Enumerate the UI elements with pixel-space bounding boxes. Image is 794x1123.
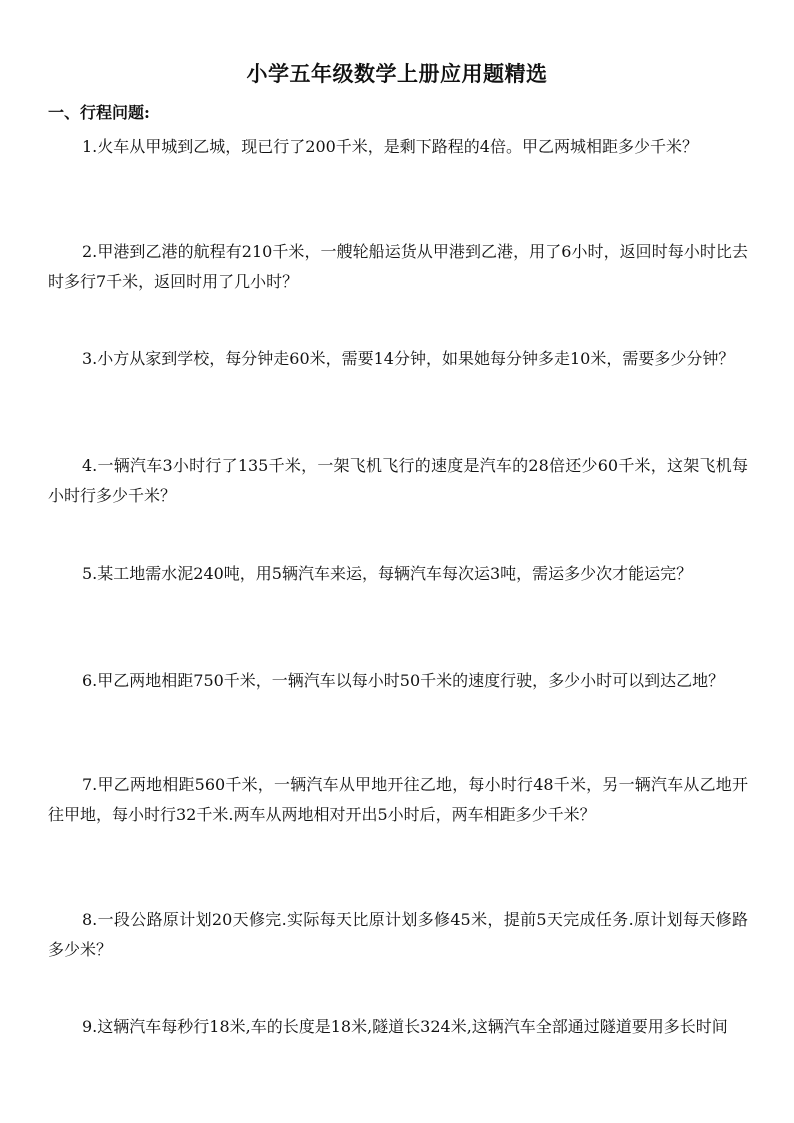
problem-4: 4.一辆汽车3小时行了135千米，一架飞机飞行的速度是汽车的28倍还少60千米，这架飞机每小时行多少千米？ (48, 456, 748, 505)
problem-6: 6.甲乙两地相距750千米，一辆汽车以每小时50千米的速度行驶，多少小时可以到达乙地？ (82, 671, 725, 690)
problem-2: 2.甲港到乙港的航程有210千米，一艘轮船运货从甲港到乙港，用了6小时，返回时每小时比去时多行7千米，返回时用了几小时？ (48, 242, 748, 291)
problem-3: 3.小方从家到学校，每分钟走60米，需要14分钟，如果她每分钟多走10米，需要多少分钟？ (82, 349, 735, 368)
problem-9: 9.这辆汽车每秒行18米,车的长度是18米,隧道长324米,这辆汽车全部通过隧道要用多长时间 (82, 1017, 728, 1036)
problem-5: 5.某工地需水泥240吨，用5辆汽车来运，每辆汽车每次运3吨，需运多少次才能运完？ (82, 564, 693, 583)
problem-7: 7.甲乙两地相距560千米，一辆汽车从甲地开往乙地，每小时行48千米，另一辆汽车从乙地开往甲地，每小时行32千米.两车从两地相对开出5小时后，两车相距多少千米？ (48, 775, 748, 824)
page-title: 小学五年级数学上册应用题精选 (246, 61, 548, 86)
problem-1: 1.火车从甲城到乙城，现已行了200千米，是剩下路程的4倍。甲乙两城相距多少千米？ (82, 137, 698, 156)
problem-8: 8.一段公路原计划20天修完.实际每天比原计划多修45米，提前5天完成任务.原计划每天修路多少米？ (48, 910, 748, 959)
section-heading: 一、行程问题: (48, 103, 150, 122)
